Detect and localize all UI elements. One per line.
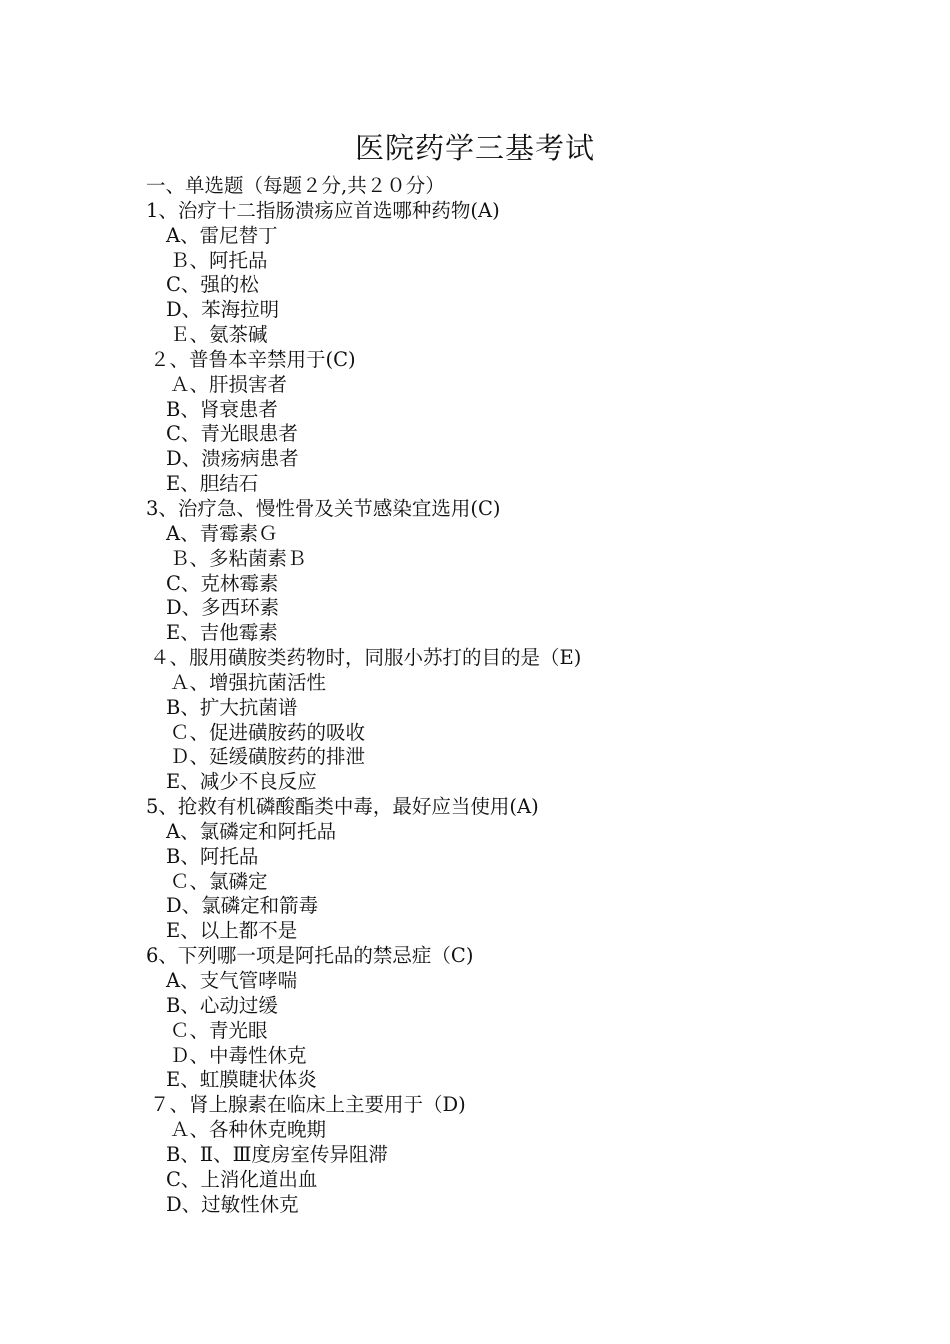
answer-option: E、减少不良反应 — [166, 770, 317, 794]
section-heading: 一、单选题（每题２分,共２０分） — [146, 174, 445, 197]
answer-option: E、虹膜睫状体炎 — [166, 1068, 317, 1092]
answer-option: E、以上都不是 — [166, 919, 298, 943]
answer-option: Ａ、肝损害者 — [170, 372, 288, 396]
answer-option: D、过敏性休克 — [166, 1192, 299, 1216]
answer-option: Ｃ、青光眼 — [170, 1018, 268, 1042]
question-text: ２、普鲁本辛禁用于(C) — [150, 347, 356, 371]
question-text: ４、服用磺胺类药物时，同服小苏打的目的是（E) — [150, 646, 582, 670]
question-text: 6、下列哪一项是阿托品的禁忌症（C) — [146, 944, 474, 968]
answer-option: C、强的松 — [166, 273, 259, 297]
answer-option: Ｅ、氨茶碱 — [170, 323, 268, 347]
answer-option: Ｄ、延缓磺胺药的排泄 — [170, 745, 366, 769]
answer-option: E、吉他霉素 — [166, 621, 278, 645]
answer-option: A、氯磷定和阿托品 — [166, 819, 337, 843]
answer-option: Ｂ、多粘菌素Ｂ — [170, 546, 307, 570]
answer-option: Ａ、各种休克晚期 — [170, 1118, 327, 1142]
answer-option: D、溃疡病患者 — [166, 447, 299, 471]
answer-option: D、氯磷定和箭毒 — [166, 894, 319, 918]
answer-option: D、苯海拉明 — [166, 298, 280, 322]
answer-option: C、上消化道出血 — [166, 1167, 318, 1191]
answer-option: Ｃ、促进磺胺药的吸收 — [170, 720, 366, 744]
answer-option: B、Ⅱ、Ⅲ度房室传异阻滞 — [166, 1142, 388, 1166]
answer-option: Ｄ、中毒性休克 — [170, 1043, 307, 1067]
answer-option: A、雷尼替丁 — [166, 223, 278, 247]
question-text: 5、抢救有机磷酸酯类中毒，最好应当使用(A) — [146, 795, 539, 819]
answer-option: B、扩大抗菌谱 — [166, 695, 298, 719]
answer-option: D、多西环素 — [166, 596, 280, 620]
question-text: 3、治疗急、慢性骨及关节感染宜选用(C) — [146, 496, 501, 520]
question-text: 1、治疗十二指肠溃疡应首选哪种药物(A) — [146, 198, 500, 222]
question-text: ７、肾上腺素在临床上主要用于（D) — [150, 1093, 466, 1117]
answer-option: A、支气管哮喘 — [166, 969, 298, 992]
answer-option: B、心动过缓 — [166, 993, 278, 1017]
answer-option: A、青霉素Ｇ — [166, 521, 278, 545]
answer-option: Ｂ、阿托品 — [170, 248, 268, 272]
answer-option: B、阿托品 — [166, 844, 259, 868]
question-list — [0, 174, 950, 1217]
answer-option: E、胆结石 — [166, 472, 259, 496]
answer-option: B、肾衰患者 — [166, 397, 278, 421]
answer-option: Ａ、增强抗菌活性 — [170, 670, 327, 694]
answer-option: Ｃ、氯磷定 — [170, 869, 268, 893]
document-title-text: 医院药学三基考试 — [354, 131, 595, 165]
answer-option: C、克林霉素 — [166, 571, 279, 595]
answer-option: C、青光眼患者 — [166, 422, 298, 446]
document-title — [0, 128, 950, 168]
